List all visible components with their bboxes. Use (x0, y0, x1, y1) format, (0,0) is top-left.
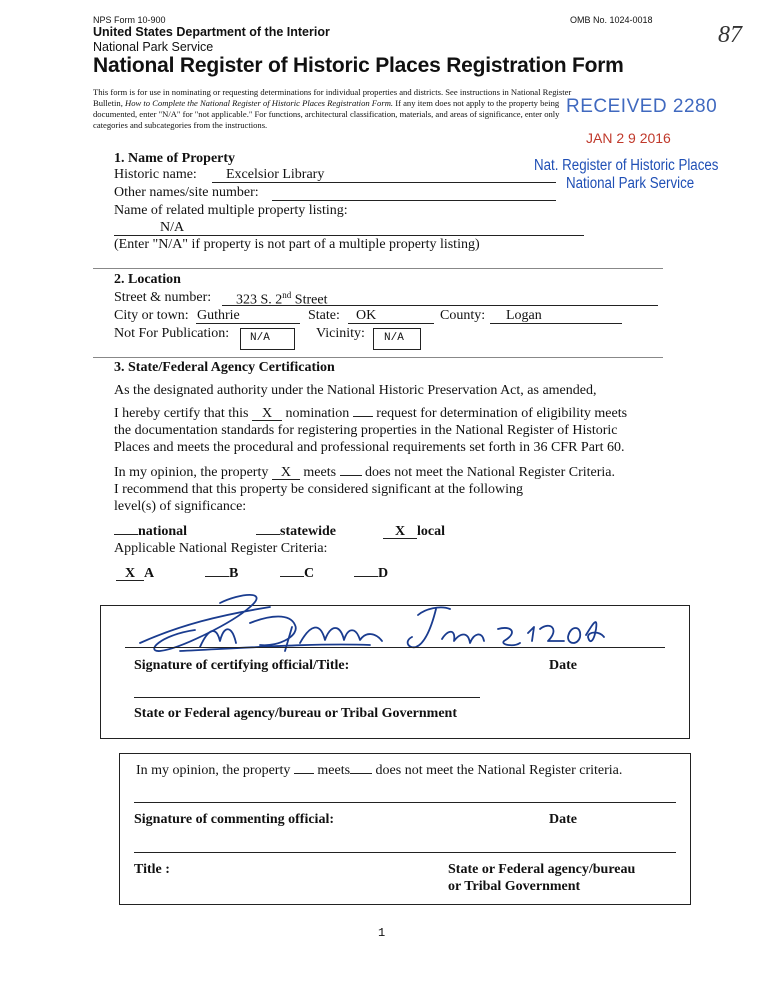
service: National Park Service (93, 40, 214, 54)
county-value: Logan (506, 308, 542, 323)
commenting-signature-label: Signature of commenting official: (134, 812, 334, 827)
street-value: 323 S. 2nd Street (236, 290, 328, 308)
not-for-publication-label: Not For Publication: (114, 326, 230, 341)
state-value: OK (356, 308, 377, 323)
other-names-label: Other names/site number: (114, 185, 259, 200)
authority-statement: As the designated authority under the National Historic Preservation Act, as amended, (114, 383, 597, 398)
handwritten-number: 87 (718, 22, 742, 48)
criteria-label: Applicable National Register Criteria: (114, 541, 328, 556)
certifying-agency-label: State or Federal agency/bureau or Tribal Government (134, 706, 458, 721)
register-stamp-line-1: Nat. Register of Historic Places (534, 157, 719, 174)
commenting-agency-label-1: State or Federal agency/bureau (448, 862, 636, 877)
level-local: X local (383, 524, 445, 540)
related-listing-value: N/A (160, 220, 185, 235)
received-date-stamp: JAN 2 9 2016 (586, 130, 671, 146)
commenting-agency-label-2: or Tribal Government (448, 879, 581, 894)
level-statewide: statewide (256, 524, 336, 540)
related-listing-label: Name of related multiple property listing: (114, 203, 348, 218)
intro-line-3: documented, enter "N/A" for "not applicable." For functions, architectural classification, materials, and areas of significance, enter only (93, 109, 560, 119)
not-for-publication-field[interactable]: N/A (240, 328, 295, 350)
certifying-signature-label: Signature of certifying official/Title: (134, 658, 350, 673)
certifying-date-label: Date (549, 658, 577, 673)
street-label: Street & number: (114, 290, 212, 305)
commenting-date-label: Date (549, 812, 577, 827)
intro-line-2: Bulletin, How to Complete the National Register of Historic Places Registration Form. If any item does not apply to the property being (93, 98, 560, 108)
level-national: national (114, 524, 187, 540)
criterion-a: X A (116, 566, 154, 582)
city-label: City or town: (114, 308, 189, 323)
section-2-heading: 2. Location (114, 272, 181, 287)
county-label: County: (440, 308, 486, 323)
certify-line-2: the documentation standards for registering properties in the National Register of Historic (114, 423, 618, 438)
certify-line-1: I hereby certify that this X nomination request for determination of eligibility meets (114, 406, 628, 421)
intro-line-4: categories and subcategories from the instructions. (93, 120, 268, 130)
section-1-heading: 1. Name of Property (114, 151, 236, 166)
opinion-line-3: level(s) of significance: (114, 499, 247, 514)
page-number: 1 (378, 926, 386, 940)
omb-number: OMB No. 1024-0018 (570, 15, 653, 25)
city-value: Guthrie (197, 308, 240, 323)
historic-name-value: Excelsior Library (226, 167, 325, 182)
vicinity-field[interactable]: N/A (373, 328, 421, 350)
register-stamp-line-2: National Park Service (566, 175, 695, 192)
received-stamp: RECEIVED 2280 (566, 96, 718, 117)
state-label: State: (308, 308, 340, 323)
page-title: National Register of Historic Places Registration Form (93, 54, 624, 77)
criterion-c: C (280, 566, 314, 582)
criterion-b: B (205, 566, 238, 582)
criterion-d: D (354, 566, 388, 582)
intro-line-1: This form is for use in nominating or requesting determinations for individual properties and districts. See instructions in National Register (93, 87, 572, 97)
certify-line-3: Places and meets the procedural and professional requirements set forth in 36 CFR Part 60. (114, 440, 625, 455)
historic-name-label: Historic name: (114, 167, 197, 182)
opinion-line-2: I recommend that this property be considered significant at the following (114, 482, 523, 497)
handwritten-signature (120, 585, 680, 660)
vicinity-label: Vicinity: (316, 326, 365, 341)
form-number: NPS Form 10-900 (93, 15, 166, 25)
department: United States Department of the Interior (93, 25, 330, 39)
opinion-line-1: In my opinion, the property X meets does not meet the National Register Criteria. (114, 465, 616, 480)
related-listing-note: (Enter "N/A" if property is not part of a multiple property listing) (114, 237, 480, 252)
commenting-title-label: Title : (134, 862, 170, 877)
section-3-heading: 3. State/Federal Agency Certification (114, 360, 335, 375)
commenting-opinion: In my opinion, the property meets does not meet the National Register criteria. (136, 763, 623, 778)
